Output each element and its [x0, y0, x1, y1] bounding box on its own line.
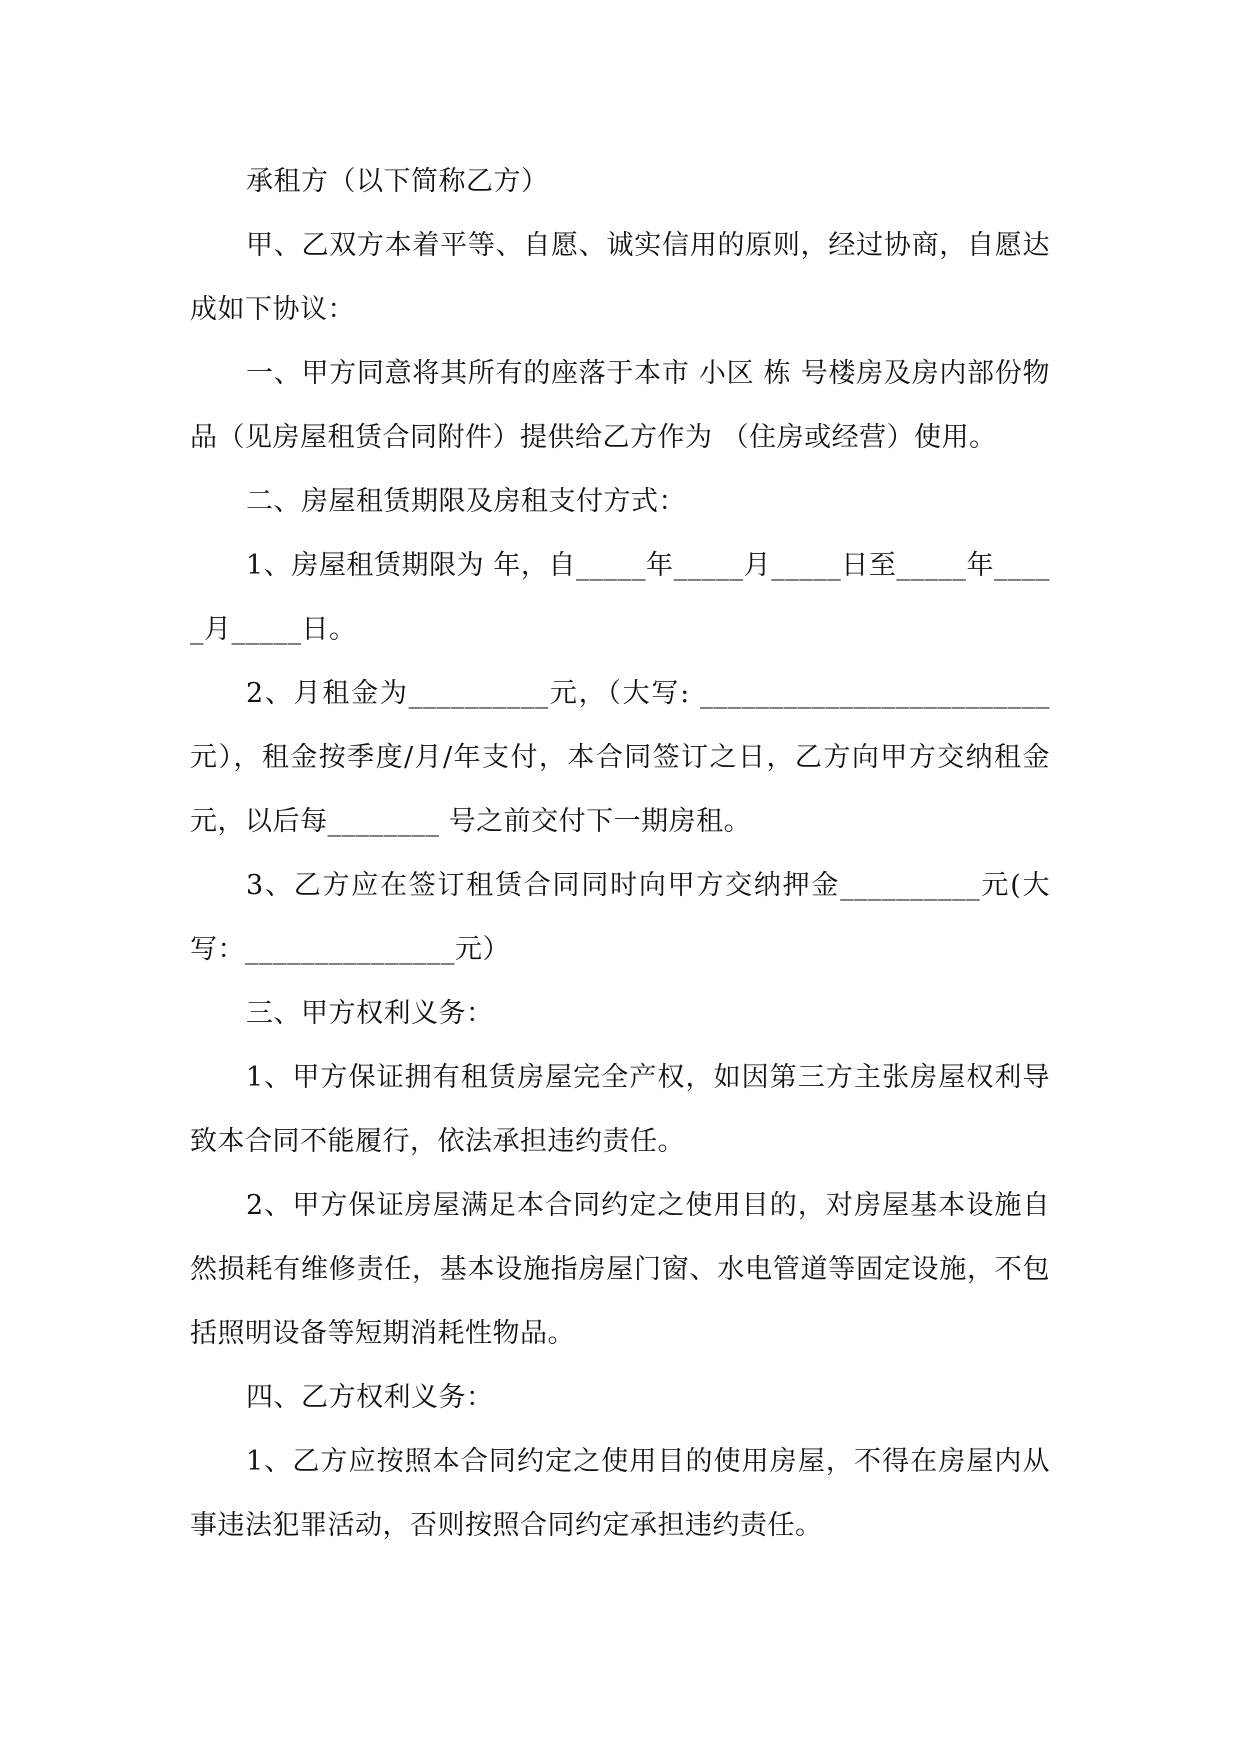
paragraph-lessee-usage: 1、乙方应按照本合同约定之使用目的使用房屋，不得在房屋内从事违法犯罪活动，否则按照合同约定承担违约责任。 — [190, 1446, 1050, 1541]
heading-clause-2: 二、房屋租赁期限及房租支付方式： — [246, 486, 686, 517]
paragraph-deposit: 3、乙方应在签订租赁合同同时向甲方交纳押金__________元(大写：_______________元） — [190, 870, 1050, 965]
paragraph-clause-1: 一、甲方同意将其所有的座落于本市 小区 栋 号楼房及房内部份物品（见房屋租赁合同附件）提供给乙方作为 （住房或经营）使用。 — [190, 358, 1050, 453]
paragraph-lease-term: 1、房屋租赁期限为 年，自_____年_____月_____日至_____年_____月_____日。 — [190, 550, 1050, 645]
heading-clause-4: 四、乙方权利义务： — [246, 1382, 494, 1413]
paragraph-monthly-rent: 2、月租金为__________元，（大写: _________________________元），租金按季度/月/年支付，本合同签订之日，乙方向甲方交纳租金 元，以后每________ 号之前交付下一期房租。 — [190, 678, 1060, 837]
paragraph-lessee-intro: 承租方（以下简称乙方） — [246, 166, 549, 197]
paragraph-lessor-ownership: 1、甲方保证拥有租赁房屋完全产权，如因第三方主张房屋权利导致本合同不能履行，依法承担违约责任。 — [190, 1062, 1050, 1157]
paragraph-agreement-principle: 甲、乙双方本着平等、自愿、诚实信用的原则，经过协商，自愿达成如下协议： — [190, 230, 1050, 325]
contract-body — [190, 150, 1060, 1558]
heading-clause-3: 三、甲方权利义务： — [246, 998, 494, 1029]
paragraph-lessor-maintenance: 2、甲方保证房屋满足本合同约定之使用目的，对房屋基本设施自然损耗有维修责任，基本设施指房屋门窗、水电管道等固定设施，不包括照明设备等短期消耗性物品。 — [190, 1190, 1050, 1349]
